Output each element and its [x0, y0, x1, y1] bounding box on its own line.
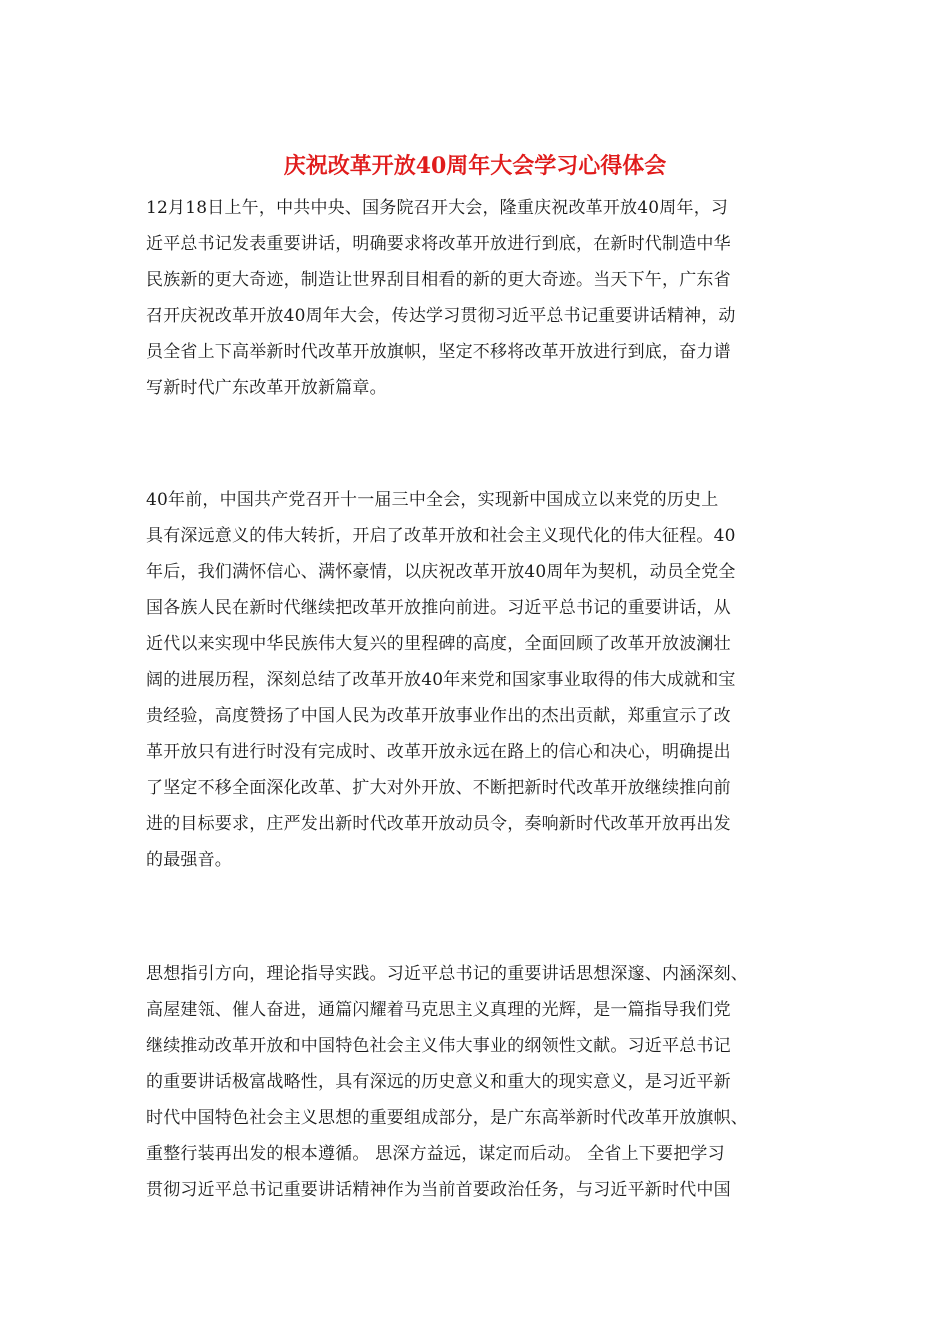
paragraph-line: 阔的进展历程，深刻总结了改革开放40年来党和国家事业取得的伟大成就和宝: [146, 670, 736, 690]
paragraph-line: 贯彻习近平总书记重要讲话精神作为当前首要政治任务，与习近平新时代中国: [146, 1180, 731, 1200]
paragraph-line: 进的目标要求，庄严发出新时代改革开放动员令，奏响新时代改革开放再出发: [146, 814, 731, 834]
paragraph-line: 40年前，中国共产党召开十一届三中全会，实现新中国成立以来党的历史上: [146, 490, 719, 510]
paragraph-line: 近平总书记发表重要讲话，明确要求将改革开放进行到底，在新时代制造中华: [146, 234, 731, 254]
paragraph-line: 国各族人民在新时代继续把改革开放推向前进。习近平总书记的重要讲话，从: [146, 598, 731, 618]
paragraph-line: 贵经验，高度赞扬了中国人民为改革开放事业作出的杰出贡献，郑重宣示了改: [146, 706, 731, 726]
paragraph-line: 重整行装再出发的根本遵循。 思深方益远，谋定而后动。 全省上下要把学习: [146, 1144, 725, 1164]
paragraph-line: 继续推动改革开放和中国特色社会主义伟大事业的纲领性文献。习近平总书记: [146, 1036, 731, 1056]
paragraph-line: 高屋建瓴、催人奋进，通篇闪耀着马克思主义真理的光辉，是一篇指导我们党: [146, 1000, 731, 1020]
paragraph-line: 写新时代广东改革开放新篇章。: [146, 378, 387, 398]
paragraph-line: 了坚定不移全面深化改革、扩大对外开放、不断把新时代改革开放继续推向前: [146, 778, 731, 798]
paragraph-line: 召开庆祝改革开放40周年大会，传达学习贯彻习近平总书记重要讲话精神，动: [146, 306, 736, 326]
paragraph-line: 的重要讲话极富战略性，具有深远的历史意义和重大的现实意义，是习近平新: [146, 1072, 731, 1092]
paragraph-line: 的最强音。: [146, 850, 232, 870]
paragraph-line: 思想指引方向，理论指导实践。习近平总书记的重要讲话思想深邃、内涵深刻、: [146, 964, 748, 984]
paragraph-line: 近代以来实现中华民族伟大复兴的里程碑的高度，全面回顾了改革开放波澜壮: [146, 634, 731, 654]
paragraph-line: 时代中国特色社会主义思想的重要组成部分，是广东高举新时代改革开放旗帜、: [146, 1108, 748, 1128]
paragraph-1: [146, 190, 806, 406]
paragraph-line: 民族新的更大奇迹，制造让世界刮目相看的新的更大奇迹。当天下午，广东省: [146, 270, 731, 290]
paragraph-line: 12月18日上午，中共中央、国务院召开大会，隆重庆祝改革开放40周年，习: [146, 198, 729, 218]
paragraph-2: [146, 482, 806, 878]
document-title: 庆祝改革开放40周年大会学习心得体会: [283, 153, 667, 179]
paragraph-line: 年后，我们满怀信心、满怀豪情，以庆祝改革开放40周年为契机，动员全党全: [146, 562, 736, 582]
paragraph-line: 具有深远意义的伟大转折，开启了改革开放和社会主义现代化的伟大征程。40: [146, 526, 736, 546]
paragraph-line: 革开放只有进行时没有完成时、改革开放永远在路上的信心和决心，明确提出: [146, 742, 731, 762]
paragraph-3: [146, 956, 806, 1208]
paragraph-line: 员全省上下高举新时代改革开放旗帜，坚定不移将改革开放进行到底，奋力谱: [146, 342, 731, 362]
